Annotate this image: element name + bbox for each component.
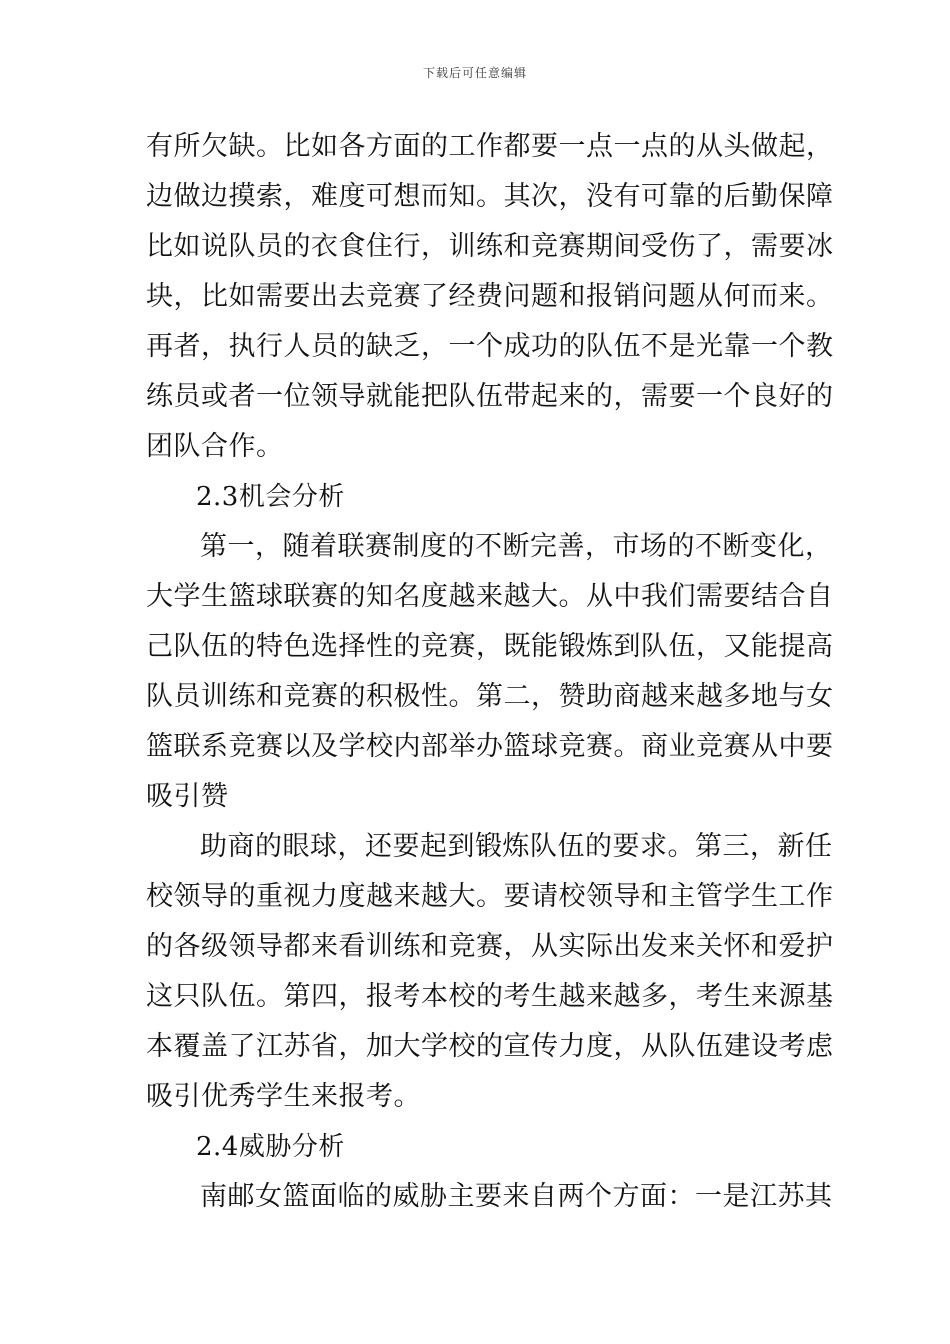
body-text-line: 团队合作。 (146, 431, 284, 462)
body-text-line: 第一，随着联赛制度的不断完善，市场的不断变化， (200, 531, 833, 562)
section-heading: 2.3机会分析 (196, 482, 345, 512)
body-text-line: 己队伍的特色选择性的竞赛，既能锻炼到队伍，又能提高 (146, 631, 834, 662)
body-text-line: 练员或者一位领导就能把队伍带起来的，需要一个良好的 (146, 381, 834, 412)
body-text-line: 篮联系竞赛以及学校内部举办篮球竞赛。商业竞赛从中要 (146, 731, 834, 762)
body-text-line: 有所欠缺。比如各方面的工作都要一点一点的从头做起， (146, 131, 834, 162)
body-text-line: 南邮女篮面临的威胁主要来自两个方面：一是江苏其 (200, 1181, 833, 1212)
body-text-line: 本覆盖了江苏省，加大学校的宣传力度，从队伍建设考虑 (146, 1031, 834, 1062)
body-text-line: 这只队伍。第四，报考本校的考生越来越多，考生来源基 (146, 981, 834, 1012)
body-text-line: 边做边摸索，难度可想而知。其次，没有可靠的后勤保障 (146, 181, 834, 212)
page-header: 下载后可任意编辑 (422, 66, 527, 80)
body-text-line: 的各级领导都来看训练和竞赛，从实际出发来关怀和爱护 (146, 931, 834, 962)
body-text-line: 吸引优秀学生来报考。 (146, 1081, 421, 1112)
section-heading: 2.4威胁分析 (196, 1132, 345, 1162)
body-text-line: 比如说队员的衣食住行，训练和竞赛期间受伤了，需要冰 (146, 231, 834, 262)
body-text-line: 再者，执行人员的缺乏，一个成功的队伍不是光靠一个教 (146, 331, 834, 362)
body-text-line: 队员训练和竞赛的积极性。第二，赞助商越来越多地与女 (146, 681, 834, 712)
body-text-line: 助商的眼球，还要起到锻炼队伍的要求。第三，新任 (200, 831, 833, 862)
body-text-line: 吸引赞 (146, 781, 229, 812)
body-text-line: 校领导的重视力度越来越大。要请校领导和主管学生工作 (146, 881, 834, 912)
body-text-line: 块，比如需要出去竞赛了经费问题和报销问题从何而来。 (146, 281, 834, 312)
body-text-line: 大学生篮球联赛的知名度越来越大。从中我们需要结合自 (146, 581, 834, 612)
